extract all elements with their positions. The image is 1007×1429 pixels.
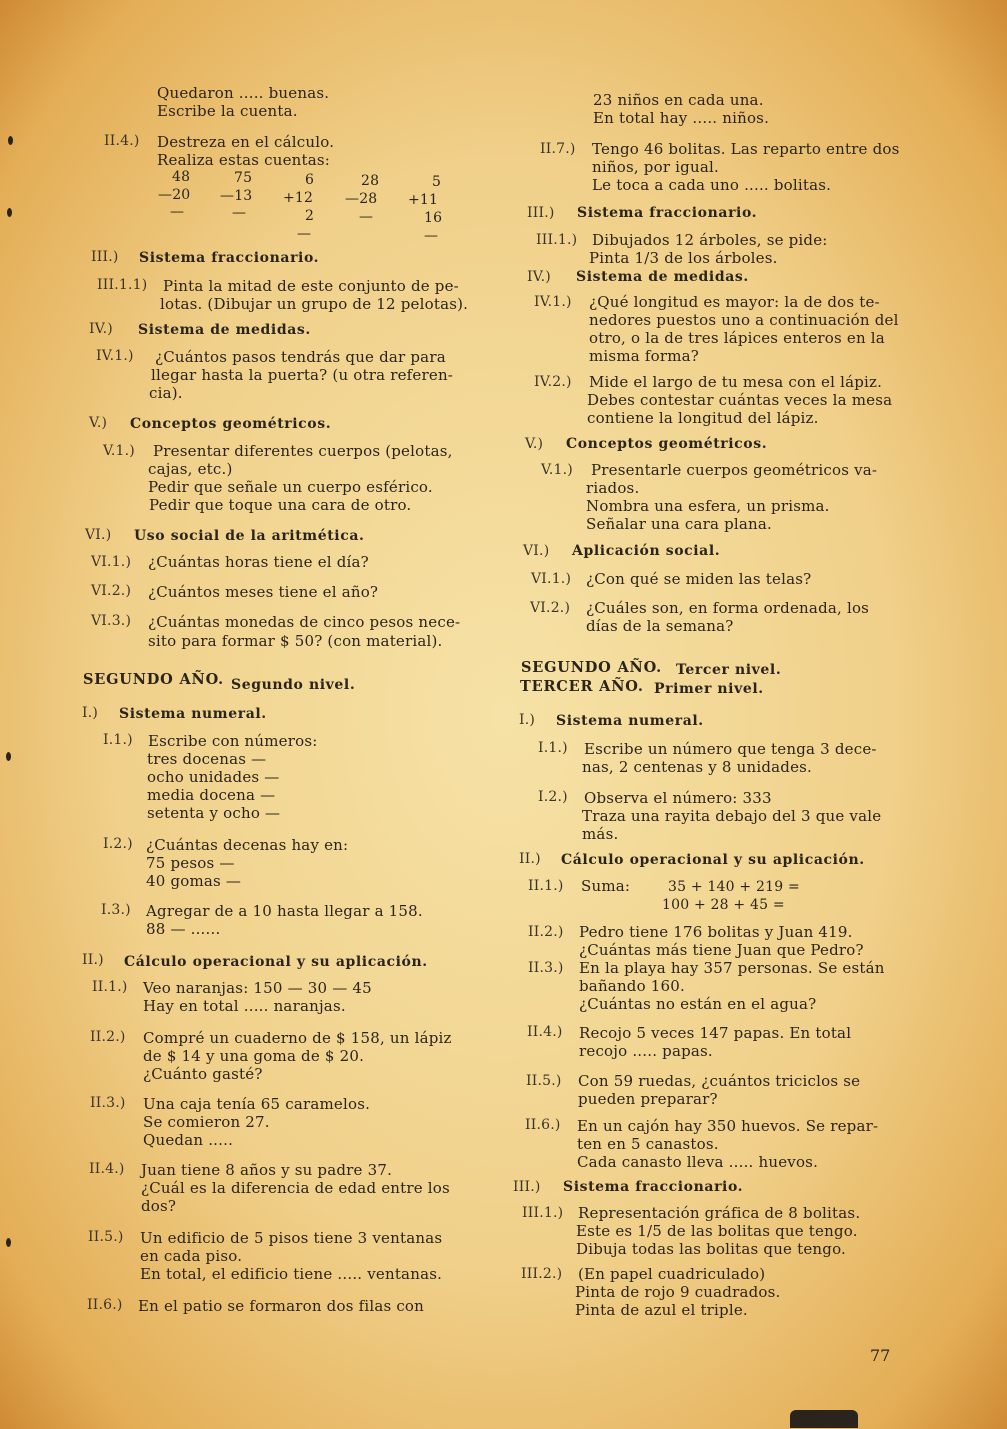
margin-mark xyxy=(6,752,11,761)
text-line: Una caja tenía 65 caramelos. xyxy=(143,1095,371,1113)
op-value: 6 xyxy=(305,172,315,188)
text-line: setenta y ocho — xyxy=(147,804,281,822)
level-heading-sub: Primer nivel. xyxy=(654,681,764,697)
text-line: lotas. (Dibujar un grupo de 12 pelotas). xyxy=(160,295,469,313)
text-line: 23 niños en cada una. xyxy=(593,91,764,109)
item-label: II.2.) xyxy=(90,1029,126,1045)
section-label: VI.) xyxy=(523,543,550,559)
text-line: En un cajón hay 350 huevos. Se repar- xyxy=(577,1117,879,1135)
margin-mark xyxy=(8,136,13,145)
section-label: V.) xyxy=(89,415,108,431)
item-label: II.5.) xyxy=(88,1229,124,1245)
section-title: Sistema de medidas. xyxy=(138,322,311,338)
section-title: Cálculo operacional y su aplicación. xyxy=(561,852,865,868)
text-line: ¿Cuántas decenas hay en: xyxy=(146,836,349,854)
text-line: ¿Cuántas horas tiene el día? xyxy=(148,553,369,571)
item-label: II.1.) xyxy=(92,979,128,995)
item-label: I.1.) xyxy=(103,732,133,748)
item-label: VI.2.) xyxy=(91,583,132,599)
text-line: media docena — xyxy=(147,786,276,804)
text-line: nedores puestos uno a continuación del xyxy=(589,311,899,329)
item-label: II.3.) xyxy=(528,960,564,976)
item-label: II.3.) xyxy=(90,1095,126,1111)
page-number: 77 xyxy=(870,1346,891,1365)
text-line: Pinta la mitad de este conjunto de pe- xyxy=(163,277,459,295)
item-label: II.6.) xyxy=(525,1117,561,1133)
text-line: Le toca a cada uno ..... bolitas. xyxy=(592,176,832,194)
item-label: VI.2.) xyxy=(530,600,571,616)
text-line: días de la semana? xyxy=(586,617,734,635)
op-line: — xyxy=(297,226,312,242)
text-line: recojo ..... papas. xyxy=(579,1042,713,1060)
text-line: llegar hasta la puerta? (u otra referen- xyxy=(151,366,454,384)
text-line: ¿Cuántos meses tiene el año? xyxy=(148,583,379,601)
op-value: 48 xyxy=(172,169,191,185)
op-line: — xyxy=(170,204,185,220)
text-line: Presentarle cuerpos geométricos va- xyxy=(591,461,878,479)
text-line: 40 gomas — xyxy=(146,872,242,890)
text-line: Pedir que señale un cuerpo esférico. xyxy=(148,478,433,496)
section-title: Sistema fraccionario. xyxy=(139,250,320,266)
section-label: IV.) xyxy=(527,269,551,285)
text-line: Traza una rayita debajo del 3 que vale xyxy=(582,807,882,825)
text-line: Escribe con números: xyxy=(148,732,318,750)
text-line: En total hay ..... niños. xyxy=(593,109,770,127)
section-label: I.) xyxy=(519,712,536,728)
section-label: V.) xyxy=(525,436,544,452)
item-label: VI.3.) xyxy=(91,613,132,629)
item-label: VI.1.) xyxy=(531,571,572,587)
op-value: —20 xyxy=(158,187,191,203)
text-line: ocho unidades — xyxy=(147,768,280,786)
op-line: — xyxy=(232,205,247,221)
text-line: 75 pesos — xyxy=(146,854,235,872)
op-value: 16 xyxy=(424,210,443,226)
text-line: Señalar una cara plana. xyxy=(586,515,773,533)
item-label: II.6.) xyxy=(87,1297,123,1313)
text-line: niños, por igual. xyxy=(592,158,719,176)
text-line: ¿Cuántas no están en el agua? xyxy=(579,995,817,1013)
item-label: II.2.) xyxy=(528,924,564,940)
text-line: ¿Cuántos pasos tendrás que dar para xyxy=(155,348,446,366)
text-line: contiene la longitud del lápiz. xyxy=(587,409,819,427)
text-line: Observa el número: 333 xyxy=(584,789,772,807)
text-line: 88 — ...... xyxy=(146,920,221,938)
op-value: +11 xyxy=(408,192,439,208)
item-label: II.4.) xyxy=(527,1024,563,1040)
text-line: Se comieron 27. xyxy=(143,1113,270,1131)
item-label: II.7.) xyxy=(540,141,576,157)
op-value: 5 xyxy=(432,174,442,190)
text-line: Tengo 46 bolitas. Las reparto entre dos xyxy=(592,140,900,158)
text-line: Quedan ..... xyxy=(143,1131,234,1149)
section-label: II.) xyxy=(82,952,104,968)
margin-mark xyxy=(7,208,12,217)
text-line: en cada piso. xyxy=(140,1247,243,1265)
text-line: Un edificio de 5 pisos tiene 3 ventanas xyxy=(140,1229,443,1247)
level-heading: TERCER AÑO. xyxy=(520,678,644,695)
item-label: VI.1.) xyxy=(91,554,132,570)
op-value: +12 xyxy=(283,190,314,206)
item-label: III.2.) xyxy=(521,1266,563,1282)
sum-line: 35 + 140 + 219 = xyxy=(668,879,800,895)
text-line: Pinta 1/3 de los árboles. xyxy=(589,249,778,267)
section-label: III.) xyxy=(527,205,555,221)
text-line: ¿Cuántas monedas de cinco pesos nece- xyxy=(148,613,461,631)
corner-mark xyxy=(790,1410,858,1428)
section-title: Aplicación social. xyxy=(572,543,721,559)
item-label: V.1.) xyxy=(103,443,135,459)
text-line: Pedro tiene 176 bolitas y Juan 419. xyxy=(579,923,853,941)
text-line: ¿Cuánto gasté? xyxy=(143,1065,263,1083)
text-line: Este es 1/5 de las bolitas que tengo. xyxy=(576,1222,858,1240)
text-line: Recojo 5 veces 147 papas. En total xyxy=(579,1024,852,1042)
text-line: ten en 5 canastos. xyxy=(577,1135,719,1153)
item-label: I.3.) xyxy=(101,902,131,918)
text-line: Compré un cuaderno de $ 158, un lápiz xyxy=(143,1029,452,1047)
text-line: otro, o la de tres lápices enteros en la xyxy=(589,329,885,347)
op-line: — xyxy=(424,228,439,244)
text-line: En total, el edificio tiene ..... ventanas. xyxy=(140,1265,443,1283)
text-line: Pinta de rojo 9 cuadrados. xyxy=(575,1283,781,1301)
text-line: Dibujados 12 árboles, se pide: xyxy=(592,231,828,249)
text-line: Juan tiene 8 años y su padre 37. xyxy=(141,1161,393,1179)
item-label: I.1.) xyxy=(538,740,568,756)
op-value: 2 xyxy=(305,208,315,224)
text-line: Suma: xyxy=(581,877,631,895)
item-label: I.2.) xyxy=(103,836,133,852)
text-line: Con 59 ruedas, ¿cuántos triciclos se xyxy=(578,1072,861,1090)
text-line: Mide el largo de tu mesa con el lápiz. xyxy=(589,373,883,391)
item-label: II.1.) xyxy=(528,878,564,894)
text-line: Escribe la cuenta. xyxy=(157,102,298,120)
item-label: IV.2.) xyxy=(534,374,572,390)
text-line: Escribe un número que tenga 3 dece- xyxy=(584,740,877,758)
text-line: Cada canasto lleva ..... huevos. xyxy=(577,1153,819,1171)
item-label: III.1.) xyxy=(536,232,578,248)
text-line: Representación gráfica de 8 bolitas. xyxy=(578,1204,861,1222)
item-label: II.4.) xyxy=(104,133,140,149)
text-line: Nombra una esfera, un prisma. xyxy=(586,497,830,515)
text-line: ¿Qué longitud es mayor: la de dos te- xyxy=(589,293,880,311)
section-title: Sistema de medidas. xyxy=(576,269,749,285)
section-label: I.) xyxy=(82,705,99,721)
text-line: ¿Con qué se miden las telas? xyxy=(586,570,812,588)
op-value: —28 xyxy=(345,191,378,207)
text-line: Realiza estas cuentas: xyxy=(157,151,331,169)
text-line: cia). xyxy=(149,384,183,402)
text-line: Hay en total ..... naranjas. xyxy=(143,997,346,1015)
item-label: III.1.1) xyxy=(97,277,148,293)
text-line: ¿Cuáles son, en forma ordenada, los xyxy=(586,599,870,617)
text-line: En el patio se formaron dos filas con xyxy=(138,1297,425,1315)
text-line: bañando 160. xyxy=(579,977,686,995)
item-label: I.2.) xyxy=(538,789,568,805)
text-line: Pedir que toque una cara de otro. xyxy=(149,496,412,514)
item-label: V.1.) xyxy=(541,462,573,478)
section-label: II.) xyxy=(519,851,541,867)
text-line: sito para formar $ 50? (con material). xyxy=(148,632,443,650)
text-line: ¿Cuál es la diferencia de edad entre los xyxy=(141,1179,450,1197)
item-label: II.5.) xyxy=(526,1073,562,1089)
section-label: III.) xyxy=(91,249,119,265)
section-title: Conceptos geométricos. xyxy=(566,436,768,452)
text-line: Veo naranjas: 150 — 30 — 45 xyxy=(143,979,372,997)
op-value: 75 xyxy=(234,170,253,186)
section-label: VI.) xyxy=(85,527,112,543)
section-title: Uso social de la aritmética. xyxy=(134,528,365,544)
text-line: En la playa hay 357 personas. Se están xyxy=(579,959,885,977)
text-line: nas, 2 centenas y 8 unidades. xyxy=(582,758,813,776)
text-line: Dibuja todas las bolitas que tengo. xyxy=(576,1240,846,1258)
sum-line: 100 + 28 + 45 = xyxy=(662,897,785,913)
level-heading: SEGUNDO AÑO. xyxy=(521,659,662,676)
section-label: IV.) xyxy=(89,321,113,337)
op-value: 28 xyxy=(361,173,380,189)
item-label: II.4.) xyxy=(89,1161,125,1177)
level-heading-sub: Tercer nivel. xyxy=(676,662,782,678)
section-label: III.) xyxy=(513,1179,541,1195)
item-label: III.1.) xyxy=(522,1205,564,1221)
text-line: de $ 14 y una goma de $ 20. xyxy=(143,1047,365,1065)
item-label: IV.1.) xyxy=(534,294,572,310)
margin-mark xyxy=(6,1238,11,1247)
text-line: ¿Cuántas más tiene Juan que Pedro? xyxy=(579,941,864,959)
text-line: Debes contestar cuántas veces la mesa xyxy=(587,391,893,409)
section-title: Sistema fraccionario. xyxy=(577,205,758,221)
text-line: riados. xyxy=(586,479,640,497)
text-line: misma forma? xyxy=(589,347,700,365)
text-line: pueden preparar? xyxy=(578,1090,718,1108)
text-line: cajas, etc.) xyxy=(148,460,233,478)
text-line: (En papel cuadriculado) xyxy=(578,1265,766,1283)
op-line: — xyxy=(359,209,374,225)
text-line: Destreza en el cálculo. xyxy=(157,133,335,151)
text-line: tres docenas — xyxy=(147,750,267,768)
item-label: IV.1.) xyxy=(96,348,134,364)
text-line: más. xyxy=(582,825,619,843)
section-title: Conceptos geométricos. xyxy=(130,416,332,432)
section-title: Sistema numeral. xyxy=(556,713,704,729)
text-line: dos? xyxy=(141,1197,177,1215)
text-line: Quedaron ..... buenas. xyxy=(157,84,330,102)
section-title: Sistema fraccionario. xyxy=(563,1179,744,1195)
text-line: Agregar de a 10 hasta llegar a 158. xyxy=(146,902,423,920)
op-value: —13 xyxy=(220,188,253,204)
section-title: Cálculo operacional y su aplicación. xyxy=(124,954,428,970)
text-line: Presentar diferentes cuerpos (pelotas, xyxy=(153,442,453,460)
section-title: Sistema numeral. xyxy=(119,706,267,722)
level-heading-sub: Segundo nivel. xyxy=(231,677,356,693)
level-heading: SEGUNDO AÑO. xyxy=(83,671,224,688)
text-line: Pinta de azul el triple. xyxy=(575,1301,748,1319)
